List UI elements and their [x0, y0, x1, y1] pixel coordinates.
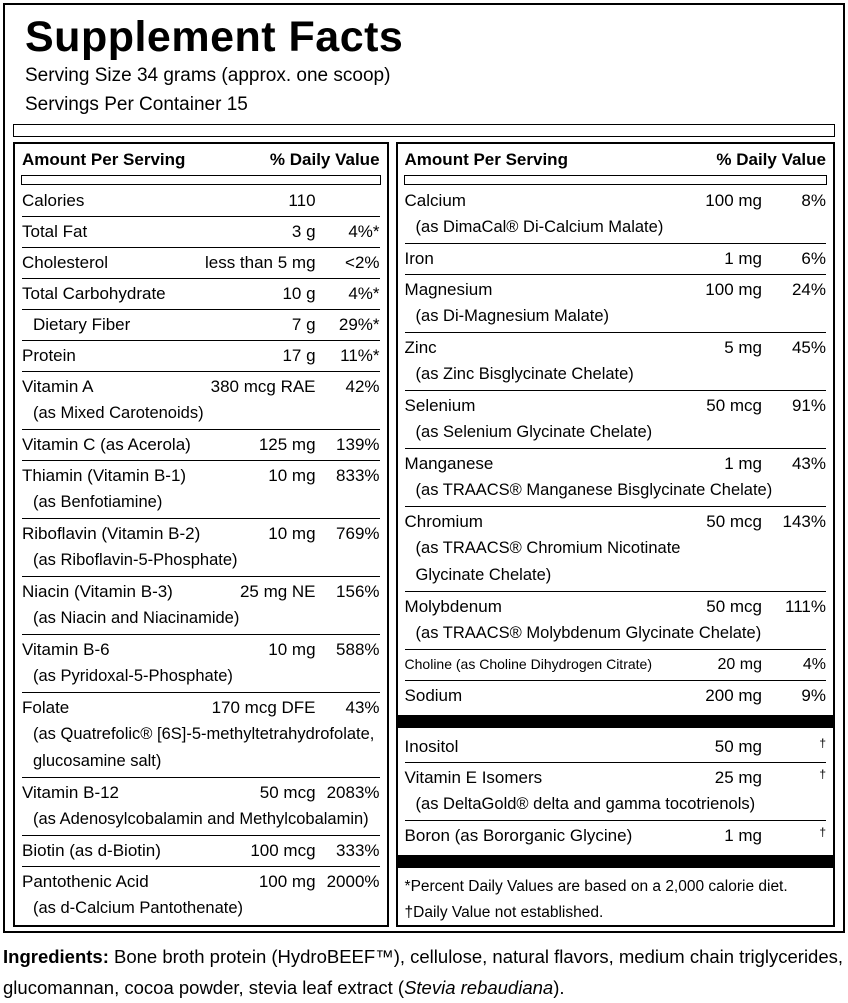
- ingredients-label: Ingredients:: [3, 946, 109, 967]
- nutrient-name: Molybdenum: [404, 597, 502, 616]
- supplement-facts-panel: [3, 3, 845, 933]
- nutrient-amount: 50 mcg: [706, 396, 762, 415]
- nutrient-row: [22, 371, 380, 429]
- nutrient-source: (as Di-Magnesium Malate): [415, 307, 610, 325]
- nutrient-source: (as Zinc Bisglycinate Chelate): [415, 365, 634, 383]
- nutrient-source: (as Adenosylcobalamin and Methylcobalamin): [33, 810, 369, 828]
- nutrient-source: (as DeltaGold® delta and gamma tocotrienols): [415, 795, 756, 813]
- nutrient-row: [405, 274, 826, 332]
- nutrient-amount: 10 mg: [268, 466, 316, 485]
- nutrient-row-line: [405, 508, 826, 535]
- nutrient-source: (as Selenium Glycinate Chelate): [415, 423, 653, 441]
- nutrient-row-line: [405, 187, 826, 214]
- nutrient-row: [405, 732, 826, 762]
- footnotes: [405, 872, 826, 932]
- right-no-dv-rows: [405, 732, 826, 851]
- footnote-percent-daily-value: *Percent Daily Values are based on a 2,000 calorie diet.: [404, 878, 788, 895]
- right-nutrient-rows: [405, 186, 826, 925]
- nutrient-row: [22, 340, 380, 371]
- nutrient-row: [405, 332, 826, 390]
- nutrient-row-line: [405, 245, 826, 272]
- nutrient-daily-value: 4%: [802, 656, 826, 673]
- nutrient-daily-value: 769%: [336, 524, 380, 543]
- nutrient-amount: 10 mg: [268, 640, 316, 659]
- servings-per-container: Servings Per Container 15: [25, 94, 248, 115]
- nutrient-name: Niacin (Vitamin B-3): [22, 582, 173, 601]
- nutrient-amount: 50 mcg: [259, 783, 316, 802]
- nutrient-source: (as Mixed Carotenoids): [33, 404, 204, 422]
- nutrient-row: [405, 680, 826, 711]
- nutrient-row-line: [405, 450, 826, 477]
- left-nutrient-rows: [22, 186, 380, 925]
- nutrient-name: Thiamin (Vitamin B-1): [22, 466, 187, 485]
- nutrient-row: [405, 820, 826, 851]
- nutrient-row: [405, 186, 826, 243]
- nutrient-row-line: [405, 276, 826, 303]
- nutrient-name: Choline (as Choline Dihydrogen Citrate): [404, 656, 652, 672]
- nutrient-row-line: [405, 733, 826, 760]
- nutrient-amount: 10 mg: [268, 524, 316, 543]
- nutrient-name: Biotin (as d-Biotin): [22, 841, 161, 860]
- nutrient-row: [22, 692, 380, 777]
- nutrient-source: (as DimaCal® Di-Calcium Malate): [415, 218, 664, 236]
- nutrient-row: [22, 835, 380, 866]
- nutrient-amount: 50 mcg: [706, 597, 762, 616]
- nutrient-daily-value: 43%: [345, 698, 380, 717]
- nutrient-row-line: [405, 651, 826, 678]
- nutrient-source: (as Benfotiamine): [33, 493, 163, 511]
- nutrient-row-line: [22, 636, 380, 663]
- nutrient-row: [22, 247, 380, 278]
- nutrient-amount: 100 mcg: [250, 841, 316, 860]
- nutrient-daily-value: 6%: [801, 249, 826, 268]
- nutrient-row-line: [22, 520, 380, 547]
- nutrient-name: Protein: [22, 346, 76, 365]
- header-divider-bar: [21, 175, 381, 185]
- nutrient-row-line: [22, 249, 380, 276]
- nutrient-name: Calories: [22, 191, 85, 210]
- nutrient-amount: 3 g: [291, 222, 316, 241]
- nutrient-row-line: [22, 280, 380, 307]
- nutrient-daily-value: 8%: [801, 191, 826, 210]
- nutrient-daily-value: 139%: [336, 435, 380, 454]
- header-divider-bar: [404, 175, 827, 185]
- nutrient-source: glucosamine salt): [33, 752, 162, 770]
- nutrient-row-line: [405, 334, 826, 361]
- right-column-header: [405, 144, 826, 175]
- nutrient-row-line: [22, 218, 380, 245]
- nutrient-daily-value: 45%: [791, 338, 826, 357]
- nutrient-name: Vitamin E Isomers: [404, 768, 543, 787]
- nutrient-row: [22, 216, 380, 247]
- nutrient-amount: 1 mg: [724, 249, 762, 268]
- nutrient-row: [22, 518, 380, 576]
- nutrient-name: Manganese: [404, 454, 494, 473]
- nutrient-source: (as TRAACS® Manganese Bisglycinate Chelate): [415, 481, 773, 499]
- nutrient-name: Vitamin C (as Acerola): [22, 435, 191, 454]
- nutrient-row: [22, 186, 380, 216]
- nutrient-row: [22, 309, 380, 340]
- nutrient-row: [405, 649, 826, 680]
- nutrient-amount: 100 mg: [258, 872, 316, 891]
- nutrient-daily-value: 2083%: [326, 783, 380, 802]
- nutrient-source: (as d-Calcium Pantothenate): [33, 899, 244, 917]
- nutrient-amount: 170 mcg DFE: [211, 698, 316, 717]
- amount-per-serving-header: Amount Per Serving: [404, 150, 568, 169]
- nutrient-amount: 125 mg: [258, 435, 316, 454]
- nutrient-source: (as Pyridoxal-5-Phosphate): [33, 667, 233, 685]
- nutrient-daily-value: 143%: [782, 512, 826, 531]
- nutrient-row-line: [22, 311, 380, 338]
- nutrient-amount: 100 mg: [705, 280, 762, 299]
- right-column: [396, 142, 835, 927]
- nutrient-daily-value: 43%: [791, 454, 826, 473]
- nutrient-source: (as Quatrefolic® [6S]-5-methyltetrahydrofolate,: [33, 725, 375, 743]
- nutrient-name: Calcium: [404, 191, 466, 210]
- nutrient-name: Boron (as Bororganic Glycine): [404, 826, 633, 845]
- nutrient-row-line: [22, 779, 380, 806]
- nutrient-row: [22, 460, 380, 518]
- nutrient-source: (as Niacin and Niacinamide): [33, 609, 240, 627]
- nutrient-name: Cholesterol: [22, 253, 108, 272]
- nutrient-daily-value: †: [819, 736, 826, 750]
- nutrient-row-line: [405, 392, 826, 419]
- nutrient-name: Zinc: [404, 338, 437, 357]
- nutrient-source: (as TRAACS® Molybdenum Glycinate Chelate): [415, 624, 762, 642]
- nutrient-row-line: [22, 187, 380, 214]
- left-column-header: [22, 144, 380, 175]
- separator-bar: [398, 715, 833, 728]
- nutrient-row: [405, 591, 826, 649]
- nutrient-row: [405, 762, 826, 820]
- nutrient-row: [22, 278, 380, 309]
- nutrient-row-line: [22, 868, 380, 895]
- nutrient-name: Sodium: [404, 686, 463, 705]
- nutrient-daily-value: 9%: [801, 686, 826, 705]
- nutrient-amount: 380 mcg RAE: [210, 377, 316, 396]
- nutrient-name: Inositol: [404, 737, 459, 756]
- nutrient-amount: 17 g: [282, 346, 316, 365]
- nutrient-row-line: [22, 694, 380, 721]
- nutrient-name: Riboflavin (Vitamin B-2): [22, 524, 201, 543]
- nutrient-daily-value: 42%: [345, 377, 380, 396]
- nutrient-name: Magnesium: [404, 280, 493, 299]
- nutrient-name: Chromium: [404, 512, 483, 531]
- footnote-daily-value-not-established: †Daily Value not established.: [404, 904, 604, 921]
- nutrient-row-line: [405, 682, 826, 709]
- nutrient-row: [405, 448, 826, 506]
- nutrient-name: Folate: [22, 698, 70, 717]
- nutrient-row-line: [22, 837, 380, 864]
- ingredients-text: Bone broth protein (HydroBEEF™), cellulose, natural flavors, medium chain triglycerides, glucomannan, cocoa powder, stevia leaf extract (: [3, 946, 844, 998]
- nutrient-name: Vitamin A: [22, 377, 94, 396]
- nutrient-amount: 200 mg: [705, 686, 762, 705]
- nutrient-daily-value: <2%: [345, 253, 380, 272]
- nutrient-name: Total Carbohydrate: [22, 284, 166, 303]
- nutrient-name: Vitamin B-12: [22, 783, 120, 802]
- nutrient-row: [22, 777, 380, 835]
- nutrient-amount: 25 mg: [714, 768, 762, 787]
- nutrient-row-line: [22, 462, 380, 489]
- nutrient-name: Selenium: [404, 396, 476, 415]
- nutrient-name: Dietary Fiber: [33, 315, 131, 334]
- nutrient-row-line: [405, 822, 826, 849]
- daily-value-header: % Daily Value: [716, 150, 826, 169]
- nutrient-amount: 7 g: [291, 315, 316, 334]
- nutrient-name: Vitamin B-6: [22, 640, 110, 659]
- nutrient-row-line: [22, 373, 380, 400]
- nutrient-row-line: [405, 764, 826, 791]
- nutrient-source: Glycinate Chelate): [415, 566, 552, 584]
- left-column: [13, 142, 389, 927]
- nutrient-amount: 1 mg: [724, 826, 762, 845]
- nutrient-daily-value: 333%: [336, 841, 380, 860]
- nutrient-source: (as TRAACS® Chromium Nicotinate: [415, 539, 681, 557]
- nutrient-daily-value: 588%: [336, 640, 380, 659]
- divider-bar-top: [13, 124, 835, 137]
- nutrient-daily-value: †: [819, 825, 826, 839]
- ingredients-latin-name: Stevia rebaudiana: [404, 977, 554, 998]
- nutrient-amount: 25 mg NE: [239, 582, 316, 601]
- nutrient-source: (as Riboflavin-5-Phosphate): [33, 551, 238, 569]
- nutrient-daily-value: 11%*: [340, 346, 380, 365]
- ingredients-paragraph: [3, 941, 845, 1003]
- nutrient-amount: 50 mcg: [706, 512, 762, 531]
- nutrient-row: [22, 634, 380, 692]
- nutrient-amount: 10 g: [282, 284, 316, 303]
- nutrient-daily-value: 91%: [791, 396, 826, 415]
- nutrient-row-line: [22, 342, 380, 369]
- nutrient-daily-value: 4%*: [348, 222, 380, 241]
- nutrient-daily-value: 29%*: [338, 315, 380, 334]
- nutrient-amount: less than 5 mg: [204, 253, 316, 272]
- nutrient-daily-value: 833%: [336, 466, 380, 485]
- nutrient-name: Pantothenic Acid: [22, 872, 149, 891]
- nutrient-daily-value: 4%*: [348, 284, 380, 303]
- nutrient-row: [22, 576, 380, 634]
- nutrient-daily-value: 24%: [791, 280, 826, 299]
- nutrient-amount: 1 mg: [724, 454, 762, 473]
- nutrient-row-line: [405, 593, 826, 620]
- daily-value-header: % Daily Value: [269, 150, 380, 169]
- nutrient-amount: 110: [288, 191, 316, 210]
- nutrient-row: [22, 866, 380, 924]
- nutrient-amount: 20 mg: [717, 656, 762, 673]
- separator-bar: [398, 855, 833, 868]
- nutrient-daily-value: 156%: [336, 582, 380, 601]
- panel-title: Supplement Facts: [25, 13, 404, 61]
- nutrient-columns: [13, 142, 835, 927]
- nutrient-row-line: [22, 431, 380, 458]
- nutrient-row: [405, 390, 826, 448]
- nutrient-daily-value: 111%: [785, 597, 826, 616]
- nutrient-name: Total Fat: [22, 222, 88, 241]
- serving-size: Serving Size 34 grams (approx. one scoop): [25, 65, 391, 86]
- ingredients-text-end: ).: [553, 977, 565, 998]
- nutrient-daily-value: 2000%: [326, 872, 380, 891]
- nutrient-row: [22, 429, 380, 460]
- nutrient-daily-value: †: [819, 767, 826, 781]
- right-main-rows: [405, 186, 826, 711]
- nutrient-amount: 50 mg: [714, 737, 762, 756]
- amount-per-serving-header: Amount Per Serving: [22, 150, 186, 169]
- nutrient-amount: 5 mg: [724, 338, 762, 357]
- nutrient-amount: 100 mg: [705, 191, 762, 210]
- nutrient-row-line: [22, 578, 380, 605]
- nutrient-row: [405, 243, 826, 274]
- nutrient-name: Iron: [404, 249, 434, 268]
- nutrient-row: [405, 506, 826, 591]
